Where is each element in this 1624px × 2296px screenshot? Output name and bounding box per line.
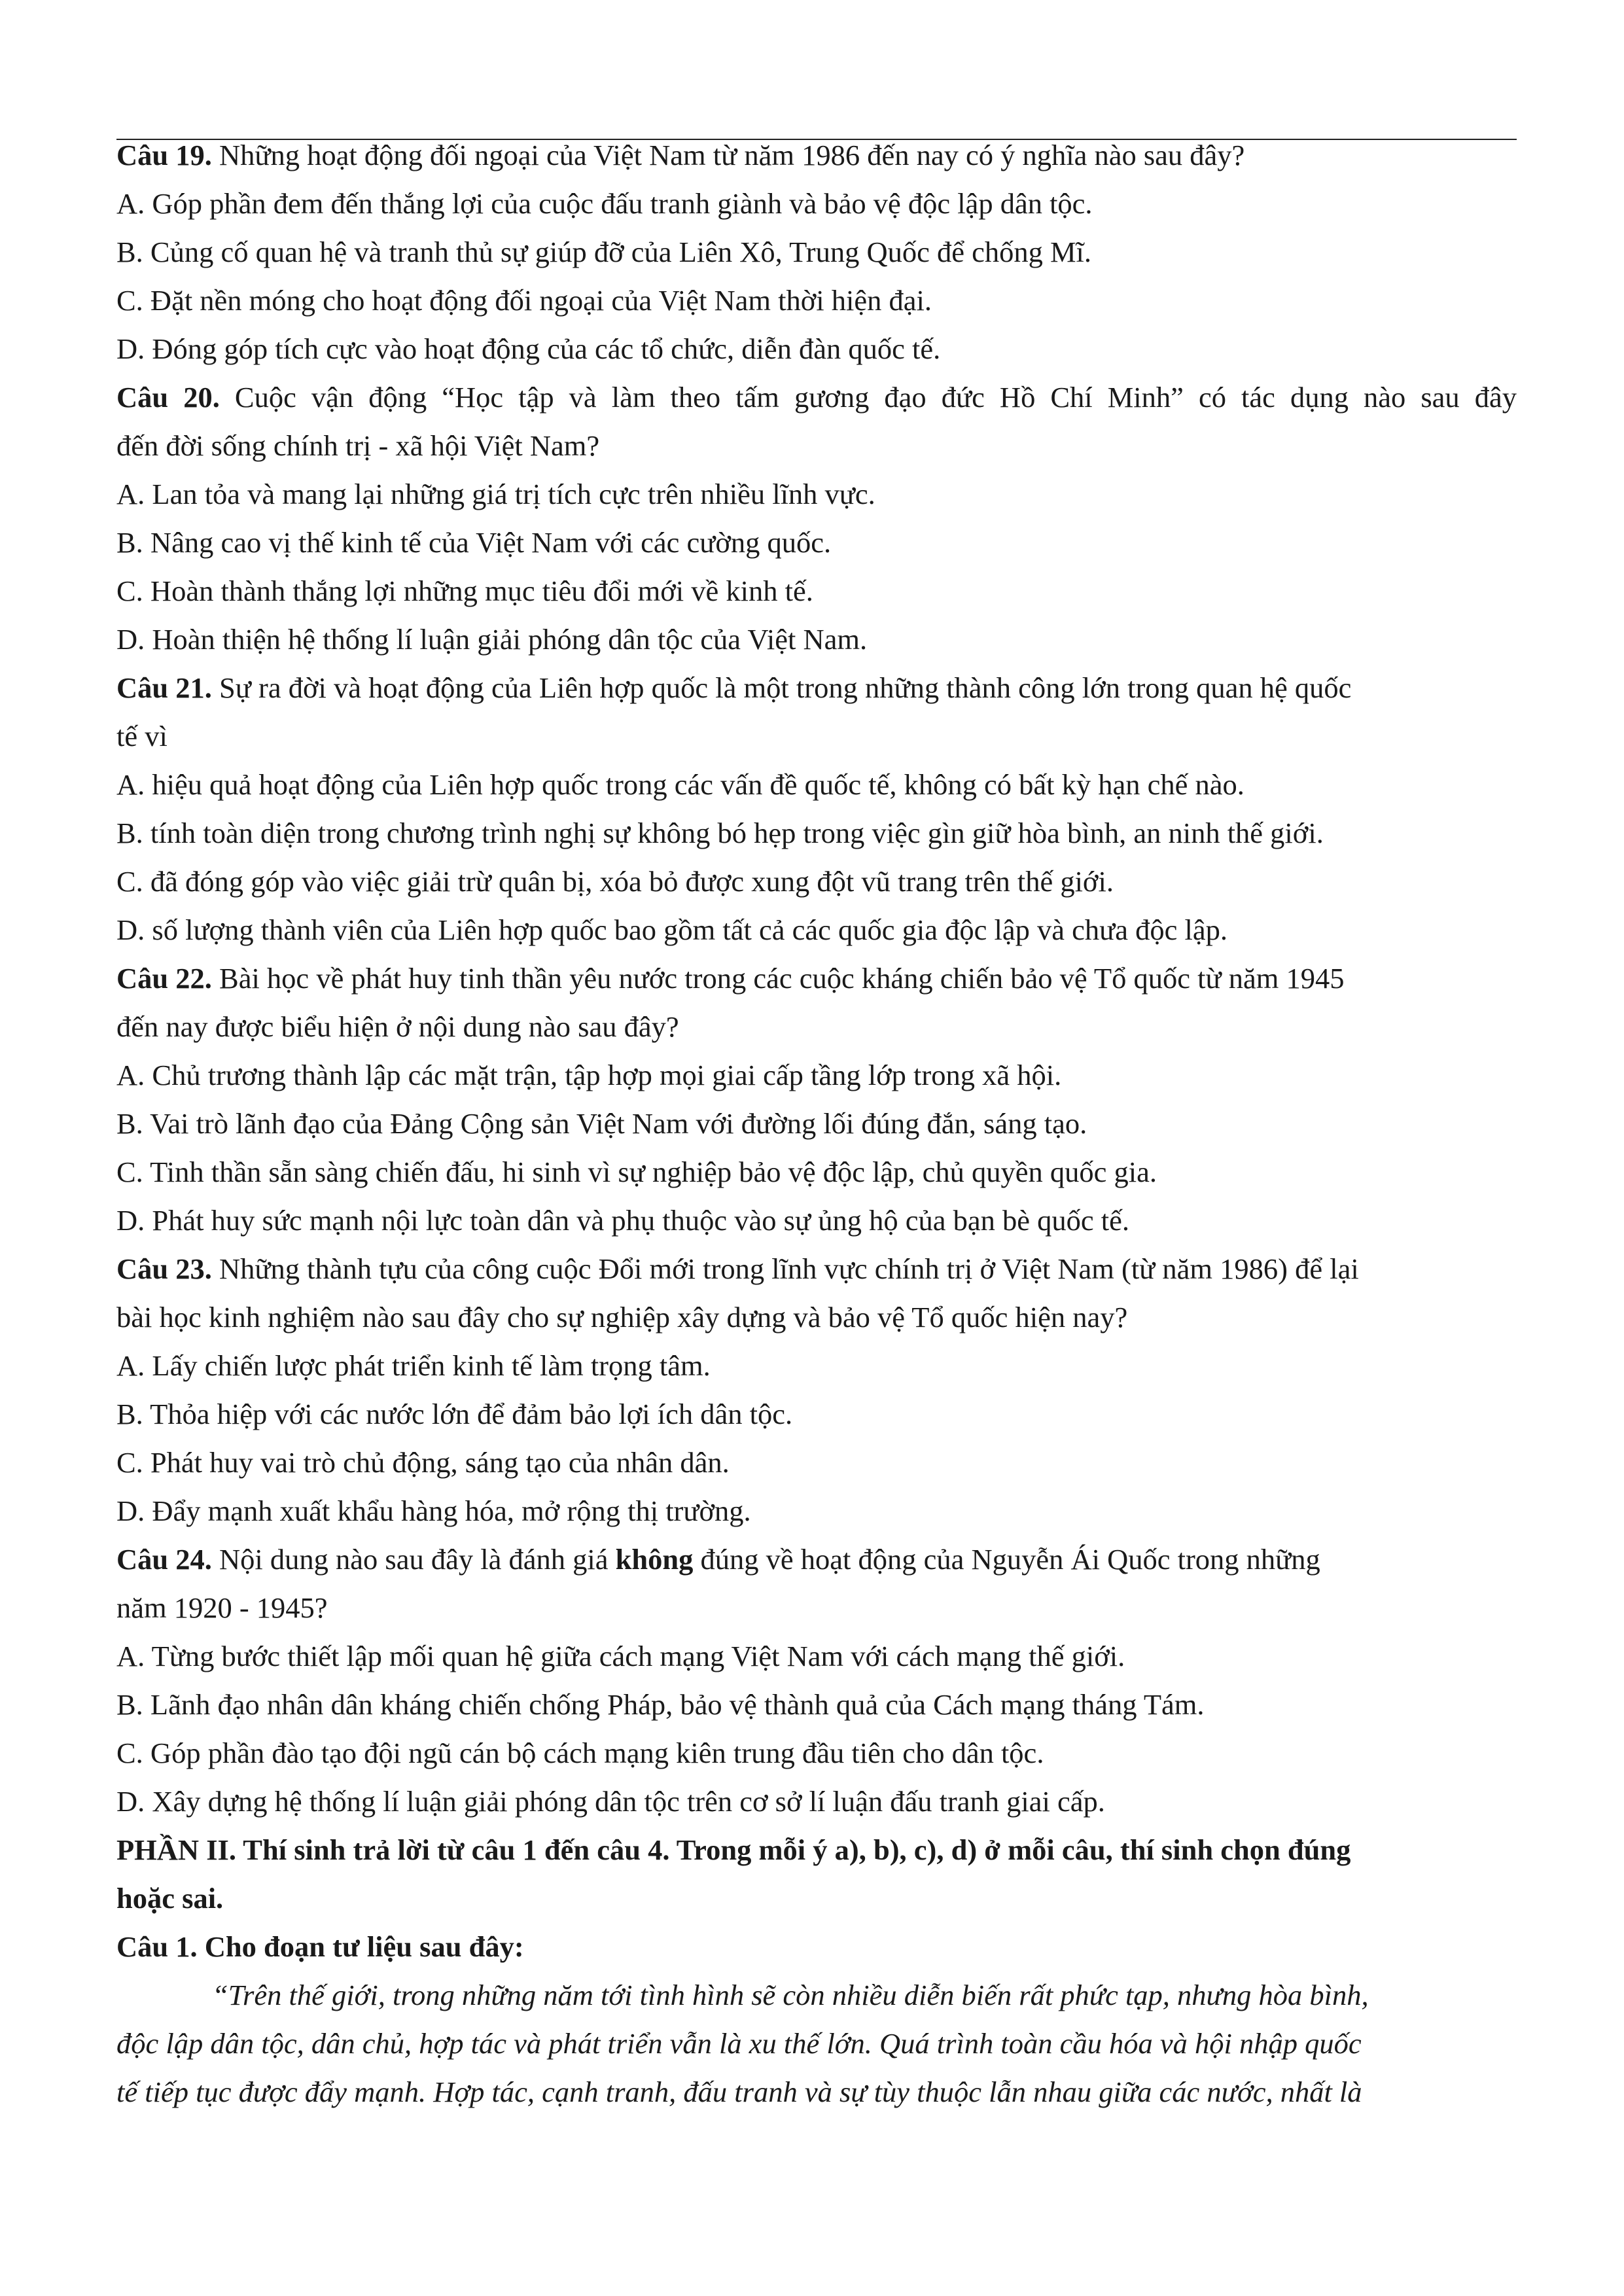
question-24-text-post: đúng về hoạt động của Nguyễn Ái Quốc trong những [693,1543,1320,1576]
part-2-question-1-quote-line2: độc lập dân tộc, dân chủ, hợp tác và phát triển vẫn là xu thế lớn. Quá trình toàn cầu hóa và hội nhập quốc [116,2027,1362,2060]
question-22-option-c: C. Tinh thần sẵn sàng chiến đấu, hi sinh vì sự nghiệp bảo vệ độc lập, chủ quyền quốc gia. [116,1156,1157,1188]
question-20-option-d: D. Hoàn thiện hệ thống lí luận giải phóng dân tộc của Việt Nam. [116,623,868,656]
question-24-text-pre: Nội dung nào sau đây là đánh giá [211,1543,616,1576]
question-19-number: Câu 19. [116,139,212,171]
exam-page [116,131,1517,2116]
question-21-option-a: A. hiệu quả hoạt động của Liên hợp quốc trong các vấn đề quốc tế, không có bất kỳ hạn chế nào. [116,768,1244,801]
question-21-text-line1: Sự ra đời và hoạt động của Liên hợp quốc là một trong những thành công lớn trong quan hệ quốc [211,671,1352,704]
question-23-option-a: A. Lấy chiến lược phát triển kinh tế làm trọng tâm. [116,1349,711,1382]
question-23-stem [116,1245,1517,1293]
question-19-text: Những hoạt động đối ngoại của Việt Nam từ năm 1986 đến nay có ý nghĩa nào sau đây? [211,139,1245,171]
question-24-text-line2: năm 1920 - 1945? [116,1591,328,1624]
question-24-negation: không [615,1543,694,1576]
question-23-text-line2: bài học kinh nghiệm nào sau đây cho sự nghiệp xây dựng và bảo vệ Tổ quốc hiện nay? [116,1301,1128,1333]
question-20-stem [116,373,1517,421]
question-23-number: Câu 23. [116,1252,212,1285]
question-24-option-a: A. Từng bước thiết lập mối quan hệ giữa cách mạng Việt Nam với cách mạng thế giới. [116,1640,1125,1672]
question-20-number: Câu 20. [116,381,220,414]
question-24-stem [116,1535,1517,1583]
question-19-option-a: A. Góp phần đem đến thắng lợi của cuộc đấu tranh giành và bảo vệ độc lập dân tộc. [116,187,1093,220]
question-21-option-d: D. số lượng thành viên của Liên hợp quốc bao gồm tất cả các quốc gia độc lập và chưa độc lập. [116,913,1227,946]
question-23-option-d: D. Đẩy mạnh xuất khẩu hàng hóa, mở rộng thị trường. [116,1494,751,1527]
question-24-option-c: C. Góp phần đào tạo đội ngũ cán bộ cách mạng kiên trung đầu tiên cho dân tộc. [116,1737,1044,1769]
question-24-option-d: D. Xây dựng hệ thống lí luận giải phóng dân tộc trên cơ sở lí luận đấu tranh giai cấp. [116,1785,1105,1818]
question-22-text-line2: đến nay được biểu hiện ở nội dung nào sau đây? [116,1010,679,1043]
question-23-option-c: C. Phát huy vai trò chủ động, sáng tạo của nhân dân. [116,1446,730,1479]
question-20-option-b: B. Nâng cao vị thế kinh tế của Việt Nam với các cường quốc. [116,526,832,559]
question-24-option-b: B. Lãnh đạo nhân dân kháng chiến chống Pháp, bảo vệ thành quả của Cách mạng tháng Tám. [116,1688,1205,1721]
part-2-instructions-line1: PHẦN II. Thí sinh trả lời từ câu 1 đến câu 4. Trong mỗi ý a), b), c), d) ở mỗi câu, thí sinh chọn đúng [116,1833,1351,1866]
part-2-instructions-line2: hoặc sai. [116,1882,224,1915]
question-22-number: Câu 22. [116,962,212,995]
question-21-stem [116,663,1517,712]
question-19-option-c: C. Đặt nền móng cho hoạt động đối ngoại của Việt Nam thời hiện đại. [116,284,932,317]
question-19-stem [116,131,1517,179]
question-22-option-a: A. Chủ trương thành lập các mặt trận, tập hợp mọi giai cấp tầng lớp trong xã hội. [116,1059,1062,1091]
question-23-text-line1: Những thành tựu của công cuộc Đổi mới trong lĩnh vực chính trị ở Việt Nam (từ năm 1986) để lại [211,1252,1359,1285]
question-19-option-d: D. Đóng góp tích cực vào hoạt động của các tổ chức, diễn đàn quốc tế. [116,332,941,365]
part-2-question-1-quote-line1: “Trên thế giới, trong những năm tới tình hình sẽ còn nhiều diễn biến rất phức tạp, nhưng hòa bình, [212,1979,1369,2011]
question-21-option-b: B. tính toàn diện trong chương trình nghị sự không bó hẹp trong việc gìn giữ hòa bình, an ninh thế giới. [116,817,1324,849]
question-22-option-d: D. Phát huy sức mạnh nội lực toàn dân và phụ thuộc vào sự ủng hộ của bạn bè quốc tế. [116,1204,1129,1237]
question-24-number: Câu 24. [116,1543,212,1576]
question-20-text-line2: đến đời sống chính trị - xã hội Việt Nam? [116,429,600,462]
question-23-option-b: B. Thỏa hiệp với các nước lớn để đảm bảo lợi ích dân tộc. [116,1398,793,1430]
question-22-stem [116,954,1517,1002]
question-22-option-b: B. Vai trò lãnh đạo của Đảng Cộng sản Việt Nam với đường lối đúng đắn, sáng tạo. [116,1107,1087,1140]
question-20-option-a: A. Lan tỏa và mang lại những giá trị tích cực trên nhiều lĩnh vực. [116,478,875,510]
part-2-question-1-heading: Câu 1. Cho đoạn tư liệu sau đây: [116,1930,524,1963]
question-21-option-c: C. đã đóng góp vào việc giải trừ quân bị, xóa bỏ được xung đột vũ trang trên thế giới. [116,865,1114,898]
question-19-option-b: B. Củng cố quan hệ và tranh thủ sự giúp đỡ của Liên Xô, Trung Quốc để chống Mĩ. [116,236,1092,268]
question-20-text-line1: Cuộc vận động “Học tập và làm theo tấm gương đạo đức Hồ Chí Minh” có tác dụng nào sau đây [219,381,1517,414]
question-20-option-c: C. Hoàn thành thắng lợi những mục tiêu đổi mới về kinh tế. [116,574,813,607]
part-2-question-1-quote-line3: tế tiếp tục được đẩy mạnh. Hợp tác, cạnh tranh, đấu tranh và sự tùy thuộc lẫn nhau giữa các nước, nhất là [116,2075,1362,2108]
question-22-text-line1: Bài học về phát huy tinh thần yêu nước trong các cuộc kháng chiến bảo vệ Tổ quốc từ năm 1945 [211,962,1345,995]
question-21-number: Câu 21. [116,671,212,704]
question-21-text-line2: tế vì [116,720,168,752]
